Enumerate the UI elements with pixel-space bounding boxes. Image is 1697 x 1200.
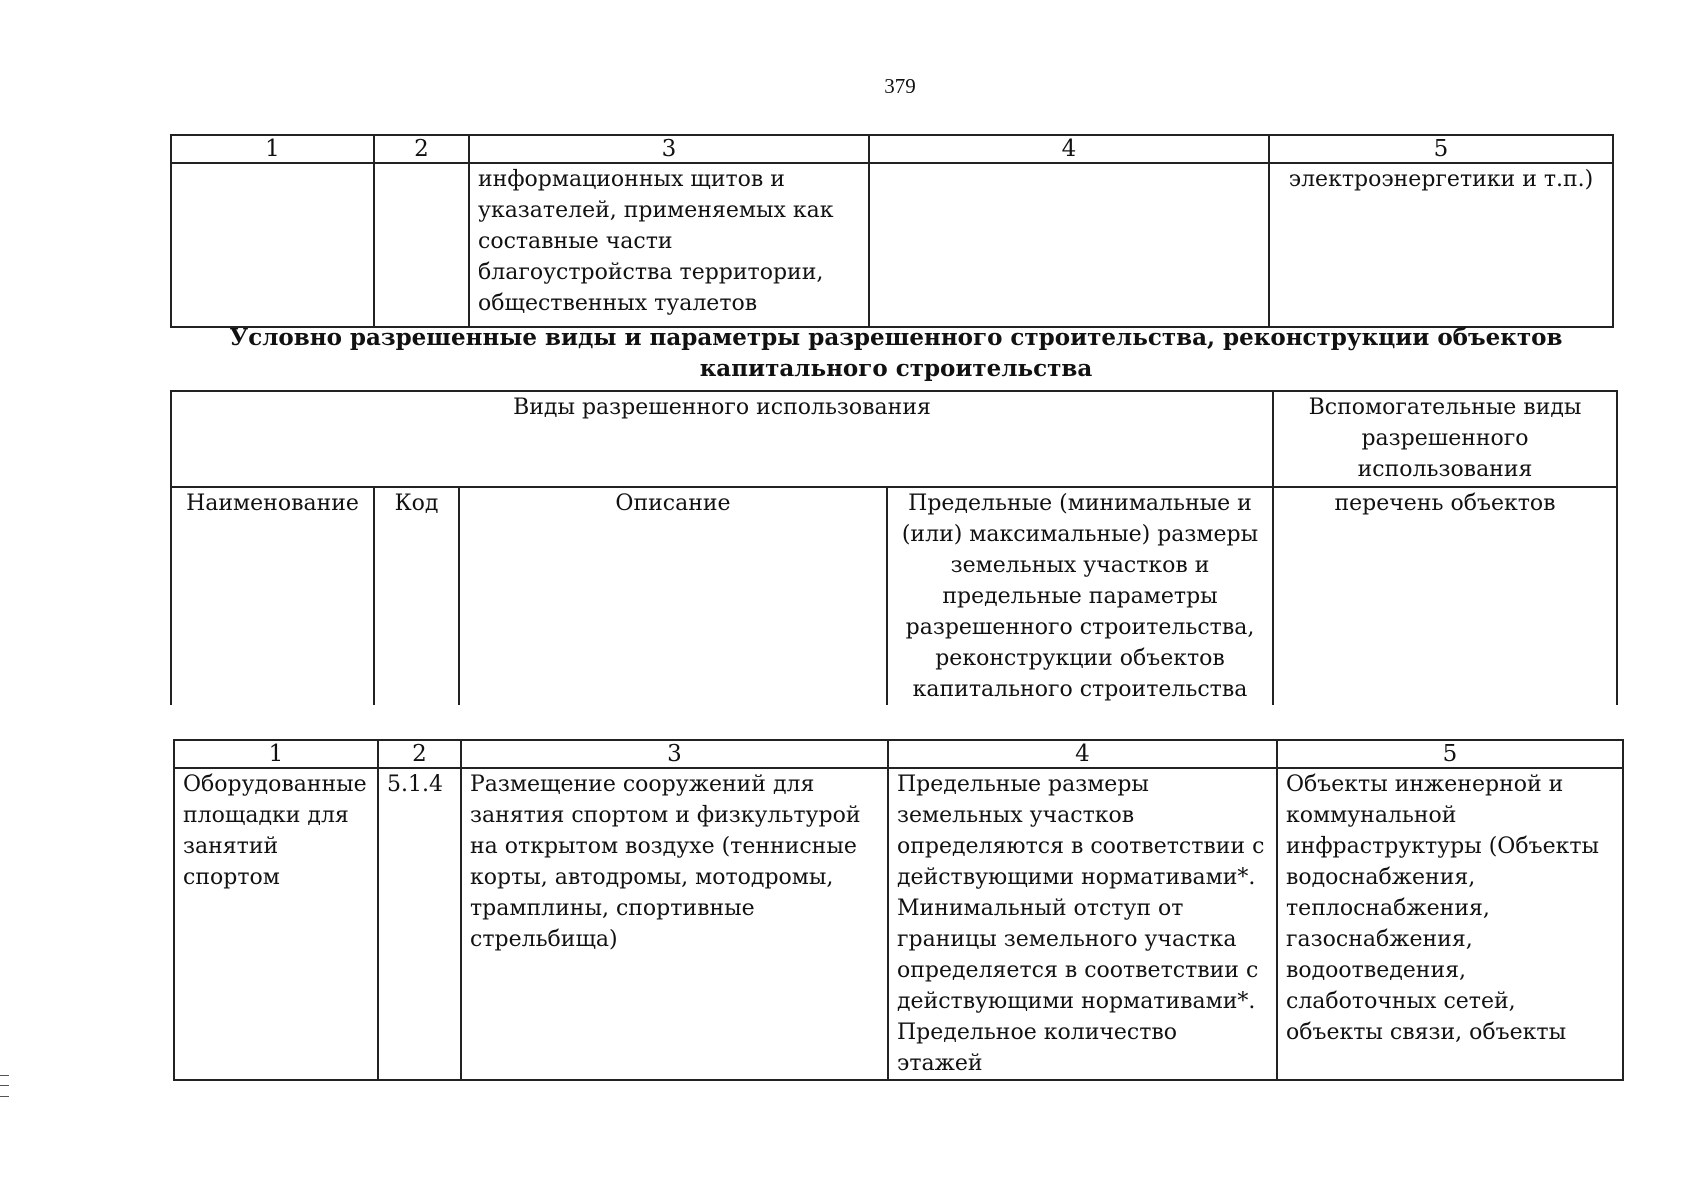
continuation-table (170, 134, 1614, 328)
table-row (171, 163, 1613, 327)
group-header-row (171, 391, 1617, 487)
cell-code: 5.1.4 (378, 768, 461, 1080)
col-number-3: 3 (461, 740, 888, 768)
cell-description: информационных щитов и указателей, применяемых как составные части благоустройства территории, общественных туалетов (469, 163, 869, 327)
header-name: Наименование (171, 487, 374, 705)
cell-params (869, 163, 1269, 327)
header-code: Код (374, 487, 459, 705)
col-number-1: 1 (174, 740, 378, 768)
header-table (170, 390, 1618, 705)
col-number-2: 2 (378, 740, 461, 768)
col-number-4: 4 (888, 740, 1277, 768)
col-number-1: 1 (171, 135, 374, 163)
col-number-2: 2 (374, 135, 469, 163)
page-number: 379 (884, 74, 916, 98)
cell-auxiliary: электроэнергетики и т.п.) (1269, 163, 1613, 327)
header-description: Описание (459, 487, 887, 705)
group-main-header: Виды разрешенного использования (171, 391, 1273, 487)
header-params: Предельные (минимальные и (или) максимальные) размеры земельных участков и предельные параметры разрешенного строительства, реконструкции объектов капитального строительства (887, 487, 1273, 705)
col-number-4: 4 (869, 135, 1269, 163)
col-number-5: 5 (1269, 135, 1613, 163)
col-number-3: 3 (469, 135, 869, 163)
header-auxiliary: перечень объектов (1273, 487, 1617, 705)
cell-params: Предельные размеры земельных участков определяются в соответствии с действующими нормативами*. Минимальный отступ от границы земельного участка определяется в соответствии с действующими нормативами*. Предельное количество этажей (888, 768, 1277, 1080)
cell-auxiliary: Объекты инженерной и коммунальной инфраструктуры (Объекты водоснабжения, теплоснабжения, газоснабжения, водоотведения, слаботочных сетей, объекты связи, объекты (1277, 768, 1623, 1080)
data-table (173, 739, 1624, 1081)
cell-name: Оборудованные площадки для занятий спортом (174, 768, 378, 1080)
cell-description: Размещение сооружений для занятия спортом и физкультурой на открытом воздухе (теннисные корты, автодромы, мотодромы, трамплины, спортивные стрельбища) (461, 768, 888, 1080)
cell-code (374, 163, 469, 327)
section-heading: Условно разрешенные виды и параметры разрешенного строительства, реконструкции объектов капитального строительства (229, 324, 1563, 382)
group-aux-header: Вспомогательные виды разрешенного использования (1273, 391, 1617, 487)
table-row (174, 768, 1623, 1080)
cell-name (171, 163, 374, 327)
col-number-5: 5 (1277, 740, 1623, 768)
column-number-row (171, 135, 1613, 163)
column-header-row (171, 487, 1617, 705)
margin-mark (0, 1075, 9, 1097)
column-number-row (174, 740, 1623, 768)
